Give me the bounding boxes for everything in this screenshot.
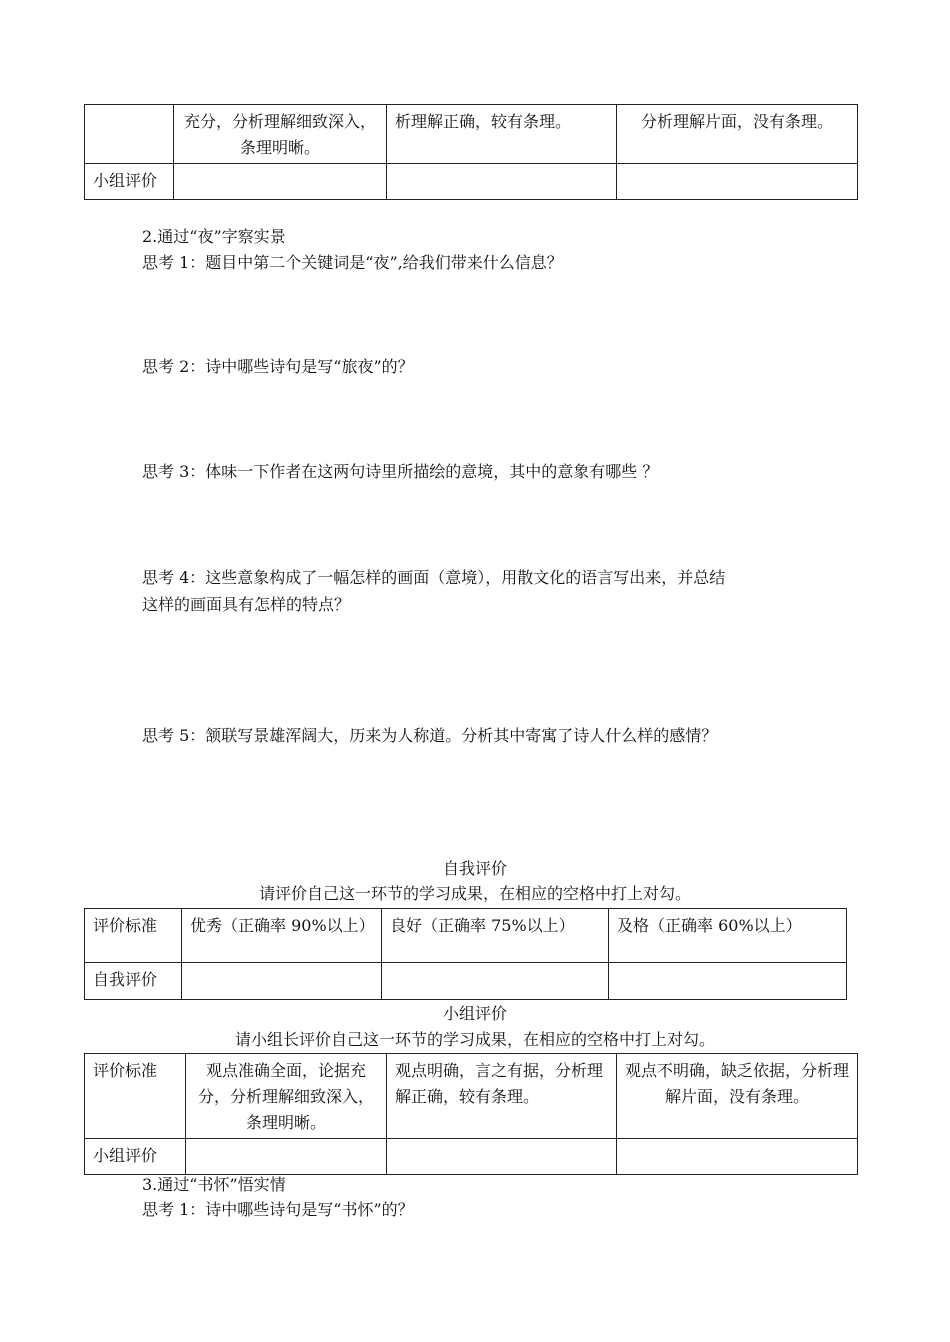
group-eval-table	[84, 1053, 858, 1175]
section2-heading: 2.通过“夜”字察实景	[142, 227, 286, 246]
table-cell: 小组评价	[85, 164, 174, 200]
table-cell	[382, 963, 609, 1000]
table-cell: 自我评价	[85, 963, 182, 1000]
section2-question-3: 思考 3：体味一下作者在这两句诗里所描绘的意境，其中的意象有哪些 ？	[142, 462, 659, 481]
table-cell: 析理解正确，较有条理。	[387, 105, 617, 164]
table-cell: 评价标准	[85, 909, 182, 963]
table-cell: 及格（正确率 60%以上）	[609, 909, 847, 963]
table-cell: 优秀（正确率 90%以上）	[182, 909, 382, 963]
self-eval-table	[84, 908, 847, 1000]
section2-question-2: 思考 2：诗中哪些诗句是写“旅夜”的？	[142, 357, 414, 376]
group-eval-title: 小组评价	[442, 1004, 507, 1023]
table-cell: 观点不明确，缺乏依据，分析理解片面，没有条理。	[617, 1054, 858, 1139]
section2-question-1: 思考 1：题目中第二个关键词是“夜”,给我们带来什么信息？	[142, 253, 563, 272]
table-cell	[186, 1139, 387, 1175]
section3-question-1: 思考 1：诗中哪些诗句是写“书怀”的？	[142, 1200, 414, 1219]
section2-question-4-line1: 思考 4：这些意象构成了一幅怎样的画面（意境），用散文化的语言写出来，并总结	[142, 568, 726, 587]
table-cell: 小组评价	[85, 1139, 186, 1175]
table-cell	[387, 1139, 617, 1175]
self-eval-title: 自我评价	[442, 859, 507, 878]
table-cell	[174, 164, 387, 200]
table-cell	[609, 963, 847, 1000]
table-cell	[182, 963, 382, 1000]
table-cell	[85, 105, 174, 164]
table-cell	[617, 164, 858, 200]
section3-heading: 3.通过“书怀”悟实情	[142, 1175, 286, 1194]
section2-question-4-line2: 这样的画面具有怎样的特点？	[142, 595, 351, 614]
section2-question-5: 思考 5：颔联写景雄浑阔大，历来为人称道。分析其中寄寓了诗人什么样的感情？	[142, 726, 718, 745]
self-eval-instruction: 请评价自己这一环节的学习成果，在相应的空格中打上对勾。	[258, 884, 691, 903]
table-cell: 良好（正确率 75%以上）	[382, 909, 609, 963]
table-cell: 分析理解片面，没有条理。	[617, 105, 858, 164]
table-cell: 充分，分析理解细致深入，条理明晰。	[174, 105, 387, 164]
group-eval-instruction: 请小组长评价自己这一环节的学习成果，在相应的空格中打上对勾。	[234, 1030, 715, 1049]
group-eval-table-continued	[84, 104, 858, 200]
table-cell: 观点准确全面，论据充分，分析理解细致深入，条理明晰。	[186, 1054, 387, 1139]
table-cell: 评价标准	[85, 1054, 186, 1139]
table-cell	[617, 1139, 858, 1175]
table-cell	[387, 164, 617, 200]
table-cell: 观点明确，言之有据，分析理解正确，较有条理。	[387, 1054, 617, 1139]
